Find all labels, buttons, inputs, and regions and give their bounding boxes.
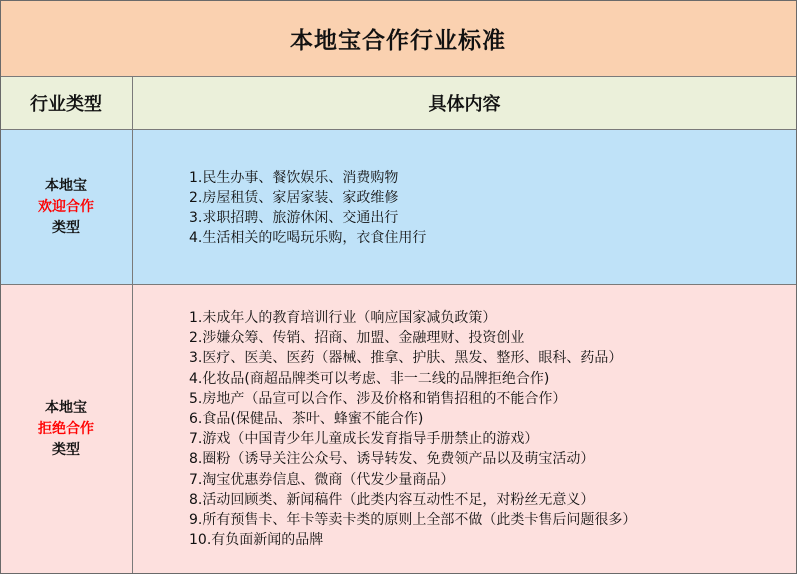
list-item: 2.房屋租赁、家居家装、家政维修 — [189, 190, 399, 206]
list-item: 4.生活相关的吃喝玩乐购，衣食住用行 — [189, 230, 427, 246]
reject-label-accent: 拒绝合作 — [38, 420, 94, 437]
welcome-type-label — [0, 130, 133, 285]
list-item: 7.淘宝优惠券信息、微商（代发少量商品） — [189, 471, 455, 488]
list-item: 7.游戏（中国青少年儿童成长发育指导手册禁止的游戏） — [189, 431, 539, 448]
list-item: 8.圈粉（诱导关注公众号、诱导转发、免费领产品以及萌宝活动） — [189, 451, 595, 468]
welcome-label-accent: 欢迎合作 — [38, 198, 94, 215]
list-item: 4.化妆品(商超品牌类可以考虑、非一二线的品牌拒绝合作) — [189, 370, 550, 387]
welcome-label-top: 本地宝 — [45, 177, 87, 194]
list-item: 9.所有预售卡、年卡等卖卡类的原则上全部不做（此类卡售后问题很多） — [189, 512, 637, 529]
table-title: 本地宝合作行业标准 — [0, 0, 797, 77]
list-item: 3.求职招聘、旅游休闲、交通出行 — [189, 210, 399, 226]
reject-content-cell — [133, 285, 797, 574]
list-item: 8.活动回顾类、新闻稿件（此类内容互动性不足，对粉丝无意义） — [189, 491, 595, 508]
reject-type-label — [0, 285, 133, 574]
reject-label-bottom: 类型 — [52, 441, 80, 458]
reject-list — [189, 308, 636, 550]
list-item: 10.有负面新闻的品牌 — [189, 532, 324, 549]
header-content: 具体内容 — [133, 77, 797, 130]
list-item: 1.未成年人的教育培训行业（响应国家减负政策） — [189, 310, 497, 326]
list-item: 2.涉嫌众筹、传销、招商、加盟、金融理财、投资创业 — [189, 330, 525, 347]
reject-label-top: 本地宝 — [45, 399, 87, 416]
list-item: 3.医疗、医美、医药（器械、推拿、护肤、黑发、整形、眼科、药品） — [189, 350, 623, 367]
list-item: 6.食品(保健品、茶叶、蜂蜜不能合作) — [189, 411, 424, 428]
welcome-content-cell — [133, 130, 797, 285]
list-item: 1.民生办事、餐饮娱乐、消费购物 — [189, 170, 399, 186]
header-industry-type: 行业类型 — [0, 77, 133, 130]
welcome-label-bottom: 类型 — [52, 219, 80, 236]
list-item: 5.房地产（品宣可以合作、涉及价格和销售招租的不能合作） — [189, 390, 567, 407]
welcome-list — [189, 168, 426, 248]
